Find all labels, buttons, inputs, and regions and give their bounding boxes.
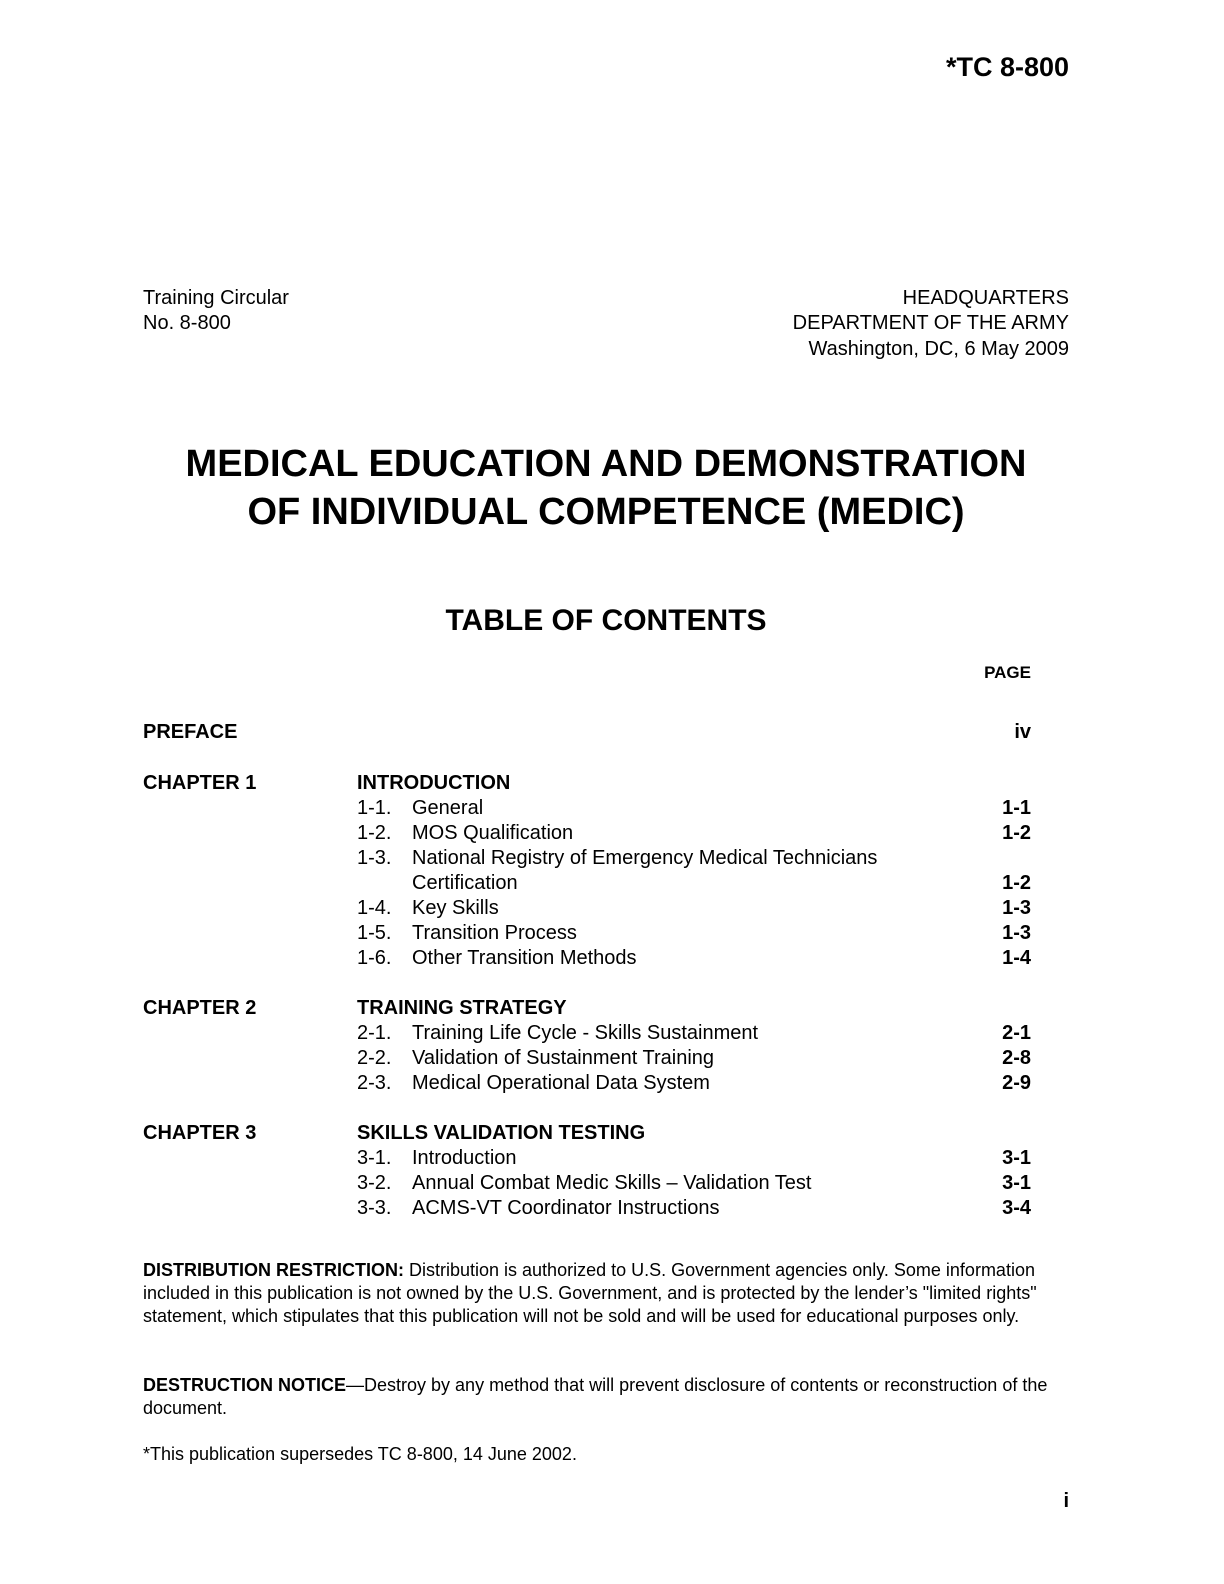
circular-number: No. 8-800: [143, 312, 231, 334]
section-title: MOS Qualification: [412, 822, 574, 844]
chapter-label: CHAPTER 1: [143, 772, 257, 794]
toc-section-row: [143, 946, 1031, 971]
circular-label: Training Circular: [143, 287, 289, 309]
section-title: Key Skills: [412, 897, 499, 919]
section-number: 1-2.: [357, 822, 392, 844]
section-title: Transition Process: [412, 922, 577, 944]
toc-section-row: [143, 1071, 1031, 1096]
chapter-title: TRAINING STRATEGY: [357, 997, 567, 1019]
section-page: 2-9: [1002, 1072, 1031, 1094]
section-page: 1-1: [1002, 797, 1031, 819]
preface-page: iv: [1014, 721, 1031, 743]
section-number: 3-3.: [357, 1197, 392, 1219]
toc-preface-row: [143, 720, 1031, 745]
chapter-label: CHAPTER 3: [143, 1122, 257, 1144]
section-page: 1-2: [1002, 872, 1031, 894]
section-page: 1-3: [1002, 922, 1031, 944]
toc-section-row: [143, 1171, 1031, 1196]
toc-chapter-row: [143, 1121, 1031, 1146]
section-number: 2-1.: [357, 1022, 392, 1044]
toc-section-row: [143, 1146, 1031, 1171]
section-title: Training Life Cycle - Skills Sustainment: [412, 1022, 759, 1044]
section-number: 1-3.: [357, 847, 392, 869]
document-number: *TC 8-800: [945, 52, 1069, 82]
section-title: Annual Combat Medic Skills – Validation Test: [412, 1172, 812, 1194]
toc-section-continuation-row: [143, 871, 1031, 896]
section-page: 3-4: [1002, 1197, 1031, 1219]
title-line-2: OF INDIVIDUAL COMPETENCE (MEDIC): [247, 491, 965, 533]
section-page: 2-1: [1002, 1022, 1031, 1044]
distribution-text: Distribution is authorized to U.S. Government agencies only. Some information included in this publication is not owned by the U.S. Government, and is protected by the lender’s "limited rights" statement, which stipulates that this publication will not be sold and will be used for educational purposes only.: [143, 1260, 1037, 1326]
chapter-title: INTRODUCTION: [357, 772, 511, 794]
section-number: 1-4.: [357, 897, 392, 919]
location-date: Washington, DC, 6 May 2009: [808, 338, 1069, 360]
section-title: Medical Operational Data System: [412, 1072, 710, 1094]
section-title: ACMS-VT Coordinator Instructions: [412, 1197, 720, 1219]
toc-chapter-row: [143, 996, 1031, 1021]
destruction-label: DESTRUCTION NOTICE: [143, 1375, 347, 1395]
section-page: 2-8: [1002, 1047, 1031, 1069]
section-title: Other Transition Methods: [412, 947, 637, 969]
section-page: 1-2: [1002, 822, 1031, 844]
toc-chapter-row: [143, 771, 1031, 796]
preface-label: PREFACE: [143, 721, 238, 743]
toc-section-row: [143, 1196, 1031, 1221]
section-page: 1-3: [1002, 897, 1031, 919]
section-number: 1-1.: [357, 797, 392, 819]
toc-section-row: [143, 796, 1031, 821]
section-page: 3-1: [1002, 1147, 1031, 1169]
department-label: DEPARTMENT OF THE ARMY: [792, 312, 1069, 334]
section-title: Introduction: [412, 1147, 517, 1169]
toc-section-row: [143, 921, 1031, 946]
distribution-label: DISTRIBUTION RESTRICTION:: [143, 1260, 404, 1280]
section-number: 2-3.: [357, 1072, 392, 1094]
section-page: 3-1: [1002, 1172, 1031, 1194]
supersedes-note: *This publication supersedes TC 8-800, 14 June 2002.: [143, 1444, 577, 1464]
section-title: Validation of Sustainment Training: [412, 1047, 715, 1069]
toc-heading: TABLE OF CONTENTS: [445, 604, 767, 637]
section-title-continuation: Certification: [412, 872, 518, 894]
toc-section-row: [143, 1021, 1031, 1046]
toc-section-row: [143, 896, 1031, 921]
headquarters-label: HEADQUARTERS: [902, 287, 1069, 309]
section-number: 1-6.: [357, 947, 392, 969]
section-title: National Registry of Emergency Medical Technicians: [412, 847, 878, 869]
document-title: [0, 440, 1212, 536]
distribution-restriction: [143, 1259, 1053, 1328]
section-number: 3-2.: [357, 1172, 392, 1194]
toc-section-row: [143, 821, 1031, 846]
section-number: 1-5.: [357, 922, 392, 944]
section-number: 2-2.: [357, 1047, 392, 1069]
toc-section-row: [143, 1046, 1031, 1071]
page-number: i: [1063, 1490, 1069, 1512]
section-title: General: [412, 797, 484, 819]
section-number: 3-1.: [357, 1147, 392, 1169]
page-column-label: PAGE: [984, 663, 1031, 682]
destruction-text: —Destroy by any method that will prevent disclosure of contents or reconstruction of the document.: [143, 1375, 1048, 1418]
toc-section-row: [143, 846, 1031, 871]
section-page: 1-4: [1002, 947, 1031, 969]
destruction-notice: [143, 1374, 1053, 1420]
title-line-1: MEDICAL EDUCATION AND DEMONSTRATION: [185, 443, 1027, 485]
chapter-label: CHAPTER 2: [143, 997, 257, 1019]
chapter-title: SKILLS VALIDATION TESTING: [357, 1122, 646, 1144]
